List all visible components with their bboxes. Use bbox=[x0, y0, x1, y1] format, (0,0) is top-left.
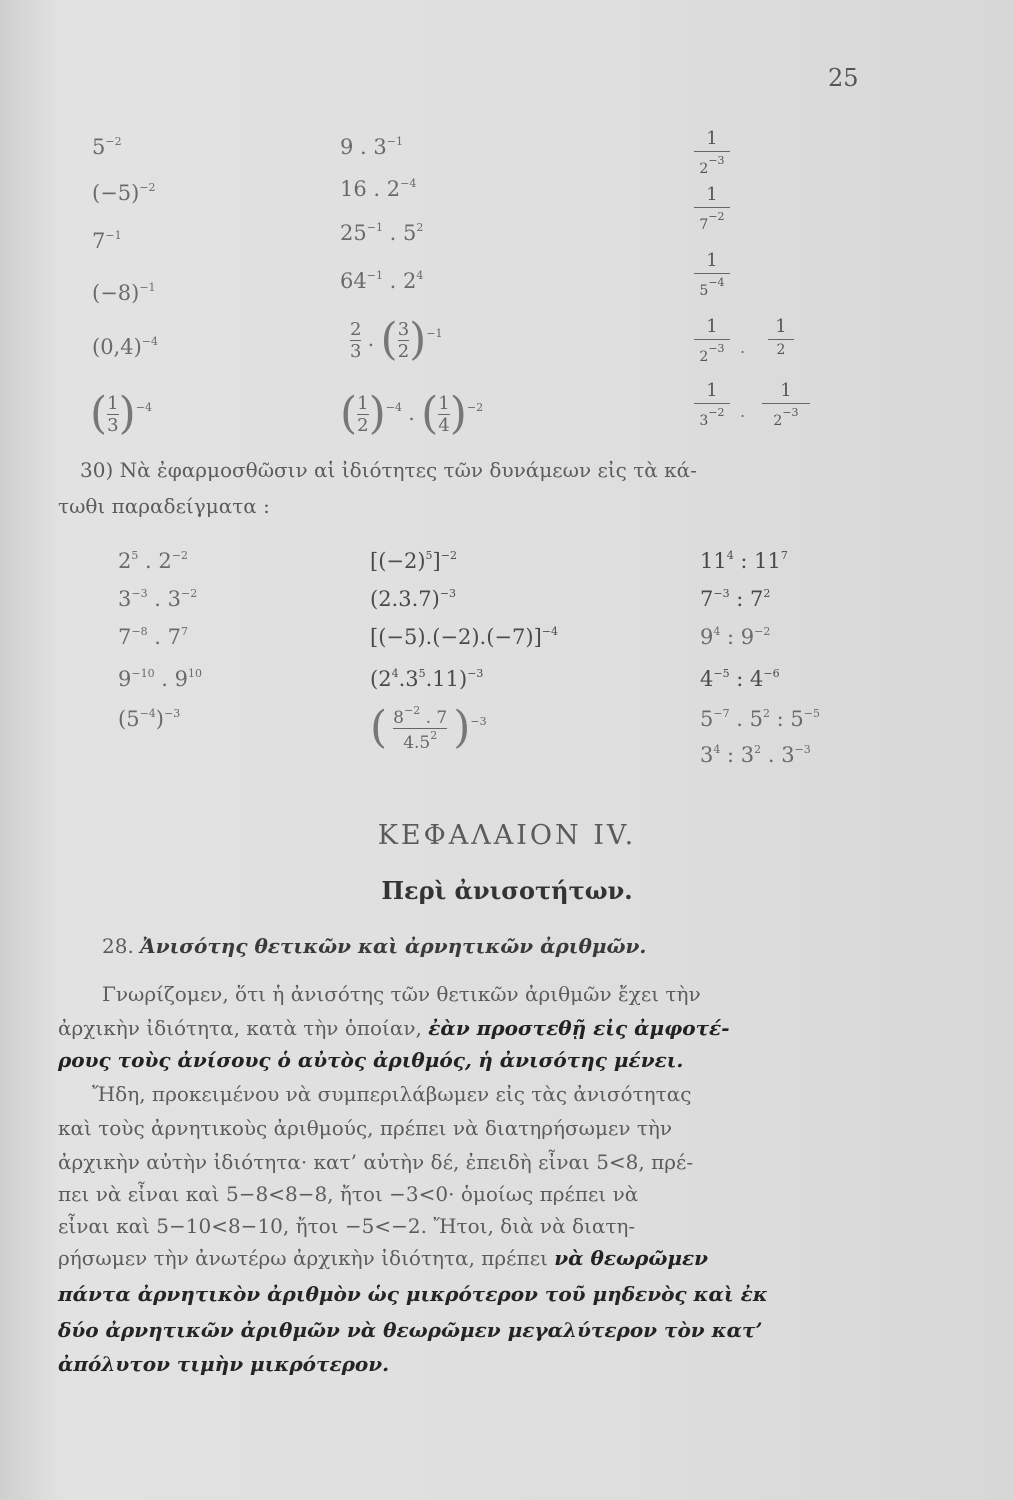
ex29-c3-r2: 1 $7^{-2}$ bbox=[694, 186, 730, 232]
ex29-c3-r4-dot: . bbox=[740, 338, 746, 357]
page-number: 25 bbox=[828, 64, 859, 92]
ex29-c1-r1: $5^{-2}$ bbox=[92, 135, 122, 159]
ex29-c3-r1: 1 $2^{-3}$ bbox=[694, 130, 730, 176]
p2-line4: πει νὰ εἶναι καὶ 5−8<8−8, ἤτοι −3<0· ὁμοίως πρέπει νὰ bbox=[58, 1182, 639, 1206]
ex30-c3-r3: $9^4$ : $9^{-2}$ bbox=[700, 625, 771, 649]
ex29-c1-r4: $(-8)^{-1}$ bbox=[92, 281, 156, 305]
section-28-heading bbox=[102, 934, 646, 958]
ex29-c1-r2: $(-5)^{-2}$ bbox=[92, 181, 156, 205]
ex29-c2-r2: 16 . $2^{-4}$ bbox=[340, 177, 417, 201]
p2-line9: ἀπόλυτον τιμὴν μικρότερον. bbox=[58, 1352, 390, 1376]
p2-line6-b: νὰ θεωρῶμεν bbox=[554, 1246, 709, 1270]
ex30-c2-r1: $[(-2)^5]^{-2}$ bbox=[370, 549, 457, 573]
p1-line2-a: ἀρχικὴν ἰδιότητα, κατὰ τὴν ὁποίαν, bbox=[58, 1016, 422, 1040]
p1-line3-b: ἡ ἀνισότης μένει. bbox=[478, 1048, 684, 1072]
ex30-intro-line2: τωθι παραδείγματα : bbox=[58, 494, 270, 518]
ex29-c1-r5: $(0,4)^{-4}$ bbox=[92, 335, 159, 359]
chapter-subtitle: Περὶ ἀνισοτήτων. bbox=[381, 876, 633, 905]
p1-line2-b: ἐὰν προστεθῇ εἰς ἀμφοτέ- bbox=[428, 1016, 730, 1040]
p2-line8: δύο ἀρνητικῶν ἀριθμῶν νὰ θεωρῶμεν μεγαλύτερον τὸν κατ’ bbox=[58, 1318, 763, 1342]
p1-line3-a: ρους τοὺς ἀνίσους ὁ αὐτὸς ἀριθμός, bbox=[58, 1048, 472, 1072]
ex29-c3-r4b: 1 2 bbox=[768, 318, 794, 357]
p1-line2 bbox=[58, 1016, 730, 1040]
ex29-c3-r5b: 1 $2^{-3}$ bbox=[762, 382, 810, 428]
section-title: Ἀνισότης θετικῶν καὶ ἀρνητικῶν ἀριθμῶν. bbox=[140, 934, 647, 958]
p1-line3 bbox=[58, 1048, 683, 1072]
ex30-c3-r5: $5^{-7}$ . $5^2$ : $5^{-5}$ bbox=[700, 707, 820, 731]
ex30-c3-r2: $7^{-3}$ : $7^2$ bbox=[700, 587, 771, 611]
ex29-c2-r5: $\frac{2}{3}$ . ( $\frac{3}{2}$ )$^{-1}$ bbox=[350, 314, 443, 365]
ex30-c3-r6: $3^4$ : $3^2$ . $3^{-3}$ bbox=[700, 743, 811, 767]
p2-line7: πάντα ἀρνητικὸν ἀριθμὸν ὡς μικρότερον τοῦ μηδενὸς καὶ ἐκ bbox=[58, 1282, 768, 1306]
ex30-c2-r5: ( $\frac{8^{-2} . 7}{4.5^2}$ )$^{-3}$ bbox=[370, 702, 487, 753]
ex30-c2-r4: $(2^4.3^5.11)^{-3}$ bbox=[370, 667, 484, 691]
ex29-c1-r3: $7^{-1}$ bbox=[92, 229, 122, 253]
ex30-c1-r5: $(5^{-4})^{-3}$ bbox=[118, 707, 181, 731]
ex29-c3-r3: 1 $5^{-4}$ bbox=[694, 252, 730, 298]
ex30-c3-r4: $4^{-5}$ : $4^{-6}$ bbox=[700, 667, 780, 691]
ex29-c2-r1: 9 . $3^{-1}$ bbox=[340, 135, 403, 159]
p2-line5: εἶναι καὶ 5−10<8−10, ἤτοι −5<−2. Ἤτοι, διὰ νὰ διατη- bbox=[58, 1214, 636, 1238]
ex30-c1-r1: $2^5$ . $2^{-2}$ bbox=[118, 549, 188, 573]
ex30-c1-r3: $7^{-8}$ . $7^7$ bbox=[118, 625, 188, 649]
ex29-c2-r3: $25^{-1}$ . $5^2$ bbox=[340, 221, 424, 245]
ex29-c2-r4: $64^{-1}$ . $2^4$ bbox=[340, 269, 424, 293]
ex30-c3-r1: $11^4$ : $11^7$ bbox=[700, 549, 788, 573]
section-number: 28. bbox=[102, 934, 134, 958]
p2-line6-a: ρήσωμεν τὴν ἀνωτέρω ἀρχικὴν ἰδιότητα, πρέπει bbox=[58, 1246, 548, 1270]
ex29-c3-r5-dot: . bbox=[740, 402, 746, 421]
ex29-c3-r5a: 1 $3^{-2}$ bbox=[694, 382, 730, 428]
ex29-c1-r6: ( $\frac{1}{3}$ )$^{-4}$ bbox=[90, 388, 153, 439]
ex30-c2-r2: $(2.3.7)^{-3}$ bbox=[370, 587, 457, 611]
p1-line1: Γνωρίζομεν, ὅτι ἡ ἀνισότης τῶν θετικῶν ἀριθμῶν ἔχει τὴν bbox=[102, 982, 701, 1006]
ex29-c2-r6: ( $\frac{1}{2}$ )$^{-4}$ . ( $\frac{1}{4}$ )$^{-2}$ bbox=[340, 388, 484, 439]
p2-line1: Ἤδη, προκειμένου νὰ συμπεριλάβωμεν εἰς τὰς ἀνισότητας bbox=[92, 1082, 692, 1106]
ex30-c1-r4: $9^{-10}$ . $9^{10}$ bbox=[118, 667, 202, 691]
ex30-c1-r2: $3^{-3}$ . $3^{-2}$ bbox=[118, 587, 198, 611]
p2-line3: ἀρχικὴν αὐτὴν ἰδιότητα· κατ’ αὐτὴν δέ, ἐπειδὴ εἶναι 5<8, πρέ- bbox=[58, 1150, 694, 1174]
chapter-title: ΚΕΦΑΛΑΙΟΝ IV. bbox=[377, 820, 637, 851]
p2-line2: καὶ τοὺς ἀρνητικοὺς ἀριθμούς, πρέπει νὰ διατηρήσωμεν τὴν bbox=[58, 1116, 673, 1140]
ex29-c3-r4a: 1 $2^{-3}$ bbox=[694, 318, 730, 364]
p2-line6 bbox=[58, 1246, 708, 1270]
ex30-c2-r3: $[(-5).(-2).(-7)]^{-4}$ bbox=[370, 625, 558, 649]
ex30-intro-line1: 30) Νὰ ἐφαρμοσθῶσιν αἱ ἰδιότητες τῶν δυνάμεων εἰς τὰ κά- bbox=[80, 458, 697, 482]
